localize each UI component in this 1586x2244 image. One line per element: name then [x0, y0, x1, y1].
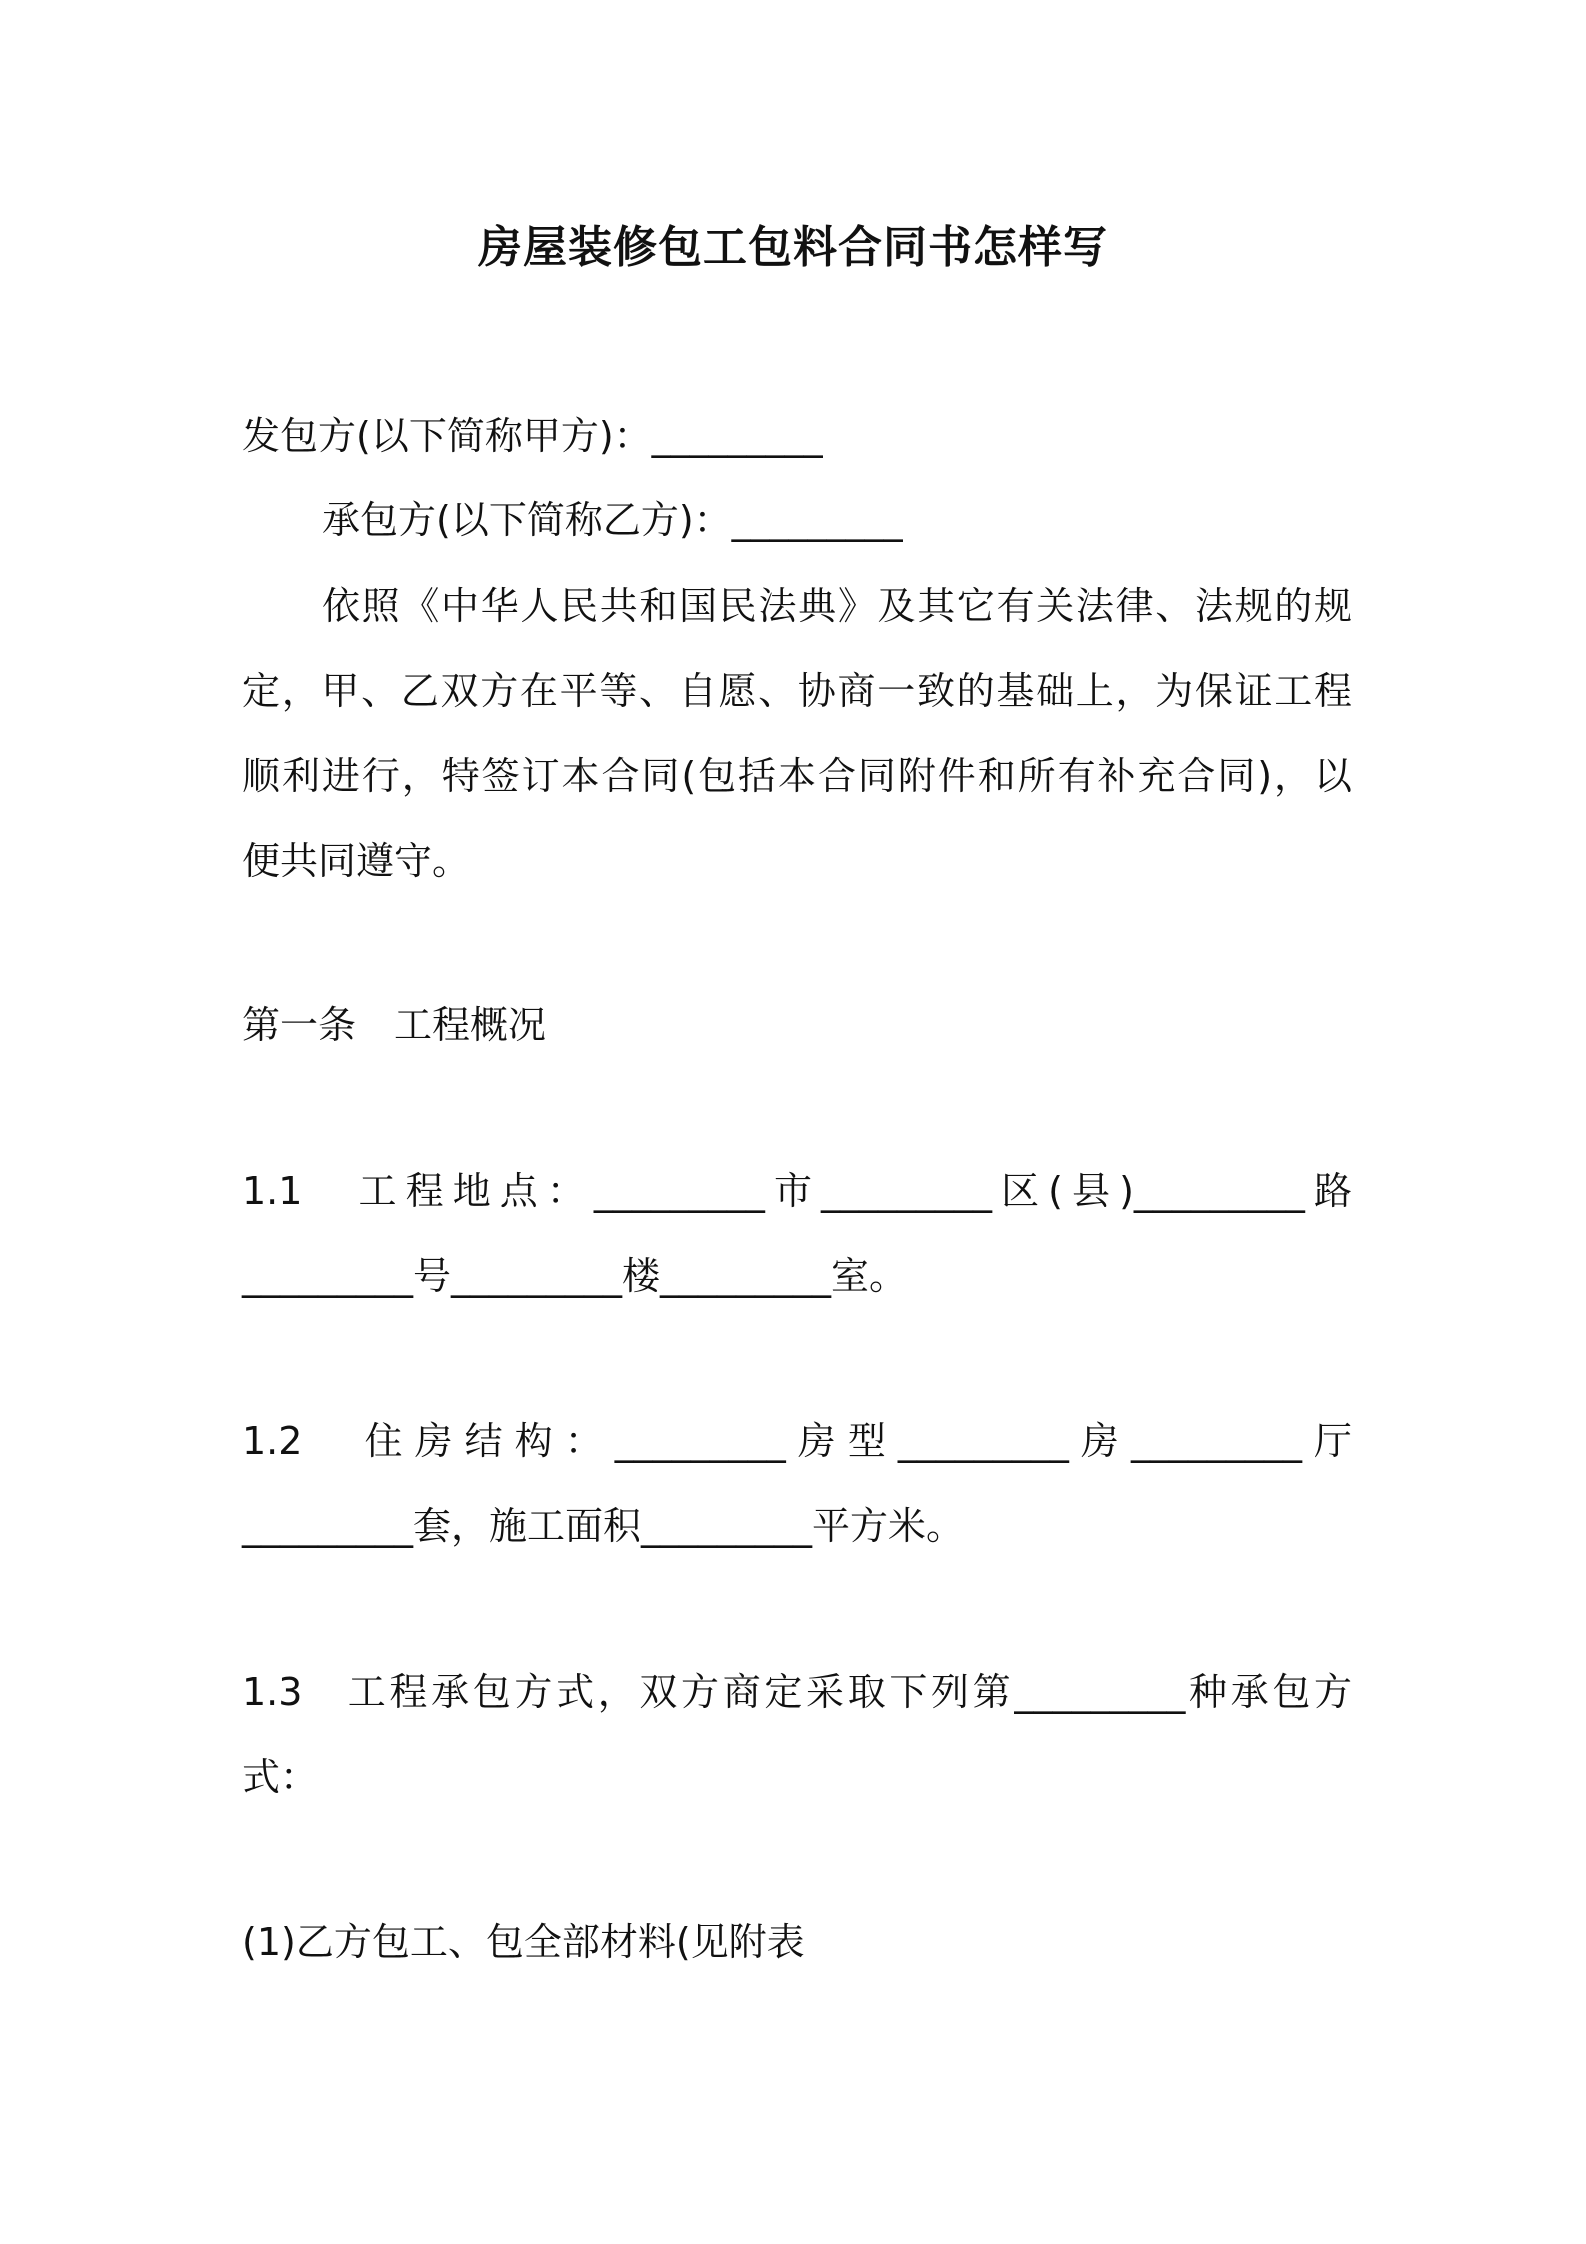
- clause-1-1-line-2: _________号_________楼_________室。: [242, 1254, 908, 1298]
- clause-1-3-line-2: 式：: [242, 1755, 319, 1799]
- document-title: 房屋装修包工包料合同书怎样写: [478, 222, 1108, 273]
- clause-1-2-line-1: 1.2 住房结构：_________房型_________房_________厅: [242, 1419, 1352, 1463]
- preamble-line-1: 依照《中华人民共和国民法典》及其它有关法律、法规的规: [322, 584, 1352, 628]
- party-a-line: 发包方(以下简称甲方)：_________: [242, 414, 823, 458]
- preamble-line-2: 定，甲、乙双方在平等、自愿、协商一致的基础上，为保证工程: [242, 669, 1352, 713]
- preamble-line-4: 便共同遵守。: [242, 839, 471, 883]
- item-1-line: (1)乙方包工、包全部材料(见附表: [242, 1920, 805, 1964]
- article-1-heading: 第一条 工程概况: [242, 1003, 547, 1047]
- preamble-line-3: 顺利进行，特签订本合同(包括本合同附件和所有补充合同)，以: [242, 754, 1352, 798]
- clause-1-1-line-1: 1.1 工程地点：_________市_________区(县)_________路: [242, 1169, 1352, 1213]
- party-b-line: 承包方(以下简称乙方)：_________: [322, 498, 903, 542]
- clause-1-3-line-1: 1.3 工程承包方式，双方商定采取下列第_________种承包方: [242, 1670, 1352, 1714]
- clause-1-2-line-2: _________套，施工面积_________平方米。: [242, 1504, 965, 1548]
